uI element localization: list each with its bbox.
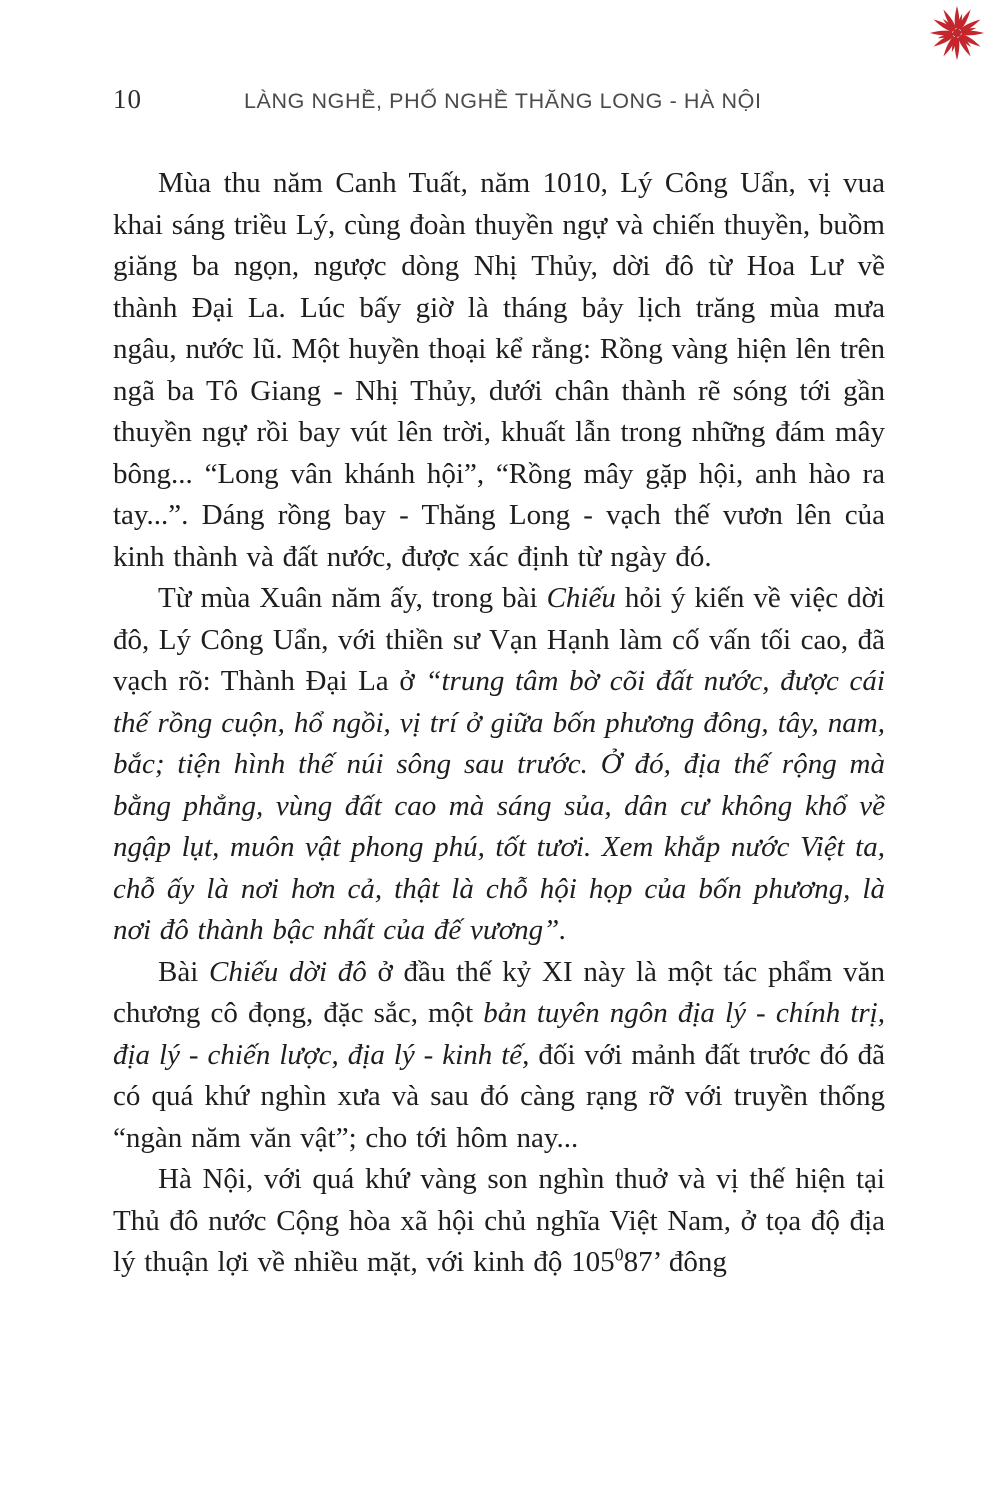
text-segment-normal: Mùa thu năm Canh Tuất, năm 1010, Lý Công Uẩn, vị vua khai sáng triều Lý, cùng đoàn thuyền ngự và chiến thuyền, buồm giăng ba ngọn, ngược dòng Nhị Thủy, dời đô từ Hoa Lư về thành Đại La. Lúc bấy giờ là tháng bảy lịch trăng mùa mưa ngâu, nước lũ. Một huyền thoại kể rằng: Rồng vàng hiện lên trên ngã ba Tô Giang - Nhị Thủy, dưới chân thành rẽ sóng tới gần thuyền ngự rồi bay vút lên trời, khuất lẫn trong những đám mây bông... “Long vân khánh hội”, “Rồng mây gặp hội, anh hào ra tay...”. Dáng rồng bay - Thăng Long - vạch thế vươn lên của kinh thành và đất nước, được xác định từ ngày đó. [113,167,885,573]
text-segment-italic: bản tuyên ngôn địa lý - chính trị, địa lý - chiến lược, địa lý - kinh tế, [113,997,885,1071]
paragraph [113,163,885,578]
text-segment-italic: “trung tâm bờ cõi đất nước, được cái thế rồng cuộn, hổ ngồi, vị trí ở giữa bốn phương đông, tây, nam, bắc; tiện hình thế núi sông sau trước. Ở đó, địa thế rộng mà bằng phẳng, vùng đất cao mà sáng sủa, dân cư không khổ về ngập lụt, muôn vật phong phú, tốt tươi. Xem khắp nước Việt ta, chỗ ấy là nơi hơn cả, thật là chỗ hội họp của bốn phương, là nơi đô thành bậc nhất của đế vương”. [113,665,885,946]
text-segment-normal: Từ mùa Xuân năm ấy, trong bài [158,582,547,614]
paragraph [113,1159,885,1284]
page-header [113,84,885,115]
running-title: LÀNG NGHỀ, PHỐ NGHỀ THĂNG LONG - HÀ NỘI [244,89,762,113]
text-segment-normal: ở đầu thế kỷ XI này là một tác phẩm văn chương cô đọng, đặc sắc, một [113,955,885,1029]
paragraph [113,578,885,952]
text-segment-normal: hỏi ý kiến về việc dời đô, Lý Công Uẩn, với thiền sư Vạn Hạnh làm cố vấn tối cao, đã vạch rõ: Thành Đại La ở [113,582,885,697]
text-segment-sup: 0 [614,1244,624,1265]
page-number: 10 [113,84,142,114]
text-segment-normal: Bài [158,955,209,988]
text-segment-normal: 87’ đông [623,1246,727,1278]
starburst-icon [928,4,986,62]
publisher-emblem [928,4,986,62]
page-body [113,163,885,1284]
text-segment-normal: đối với mảnh đất trước đó đã có quá khứ nghìn xưa và sau đó càng rạng rỡ với truyền thống “ngàn năm văn vật”; cho tới hôm nay... [113,1038,885,1154]
paragraph [113,952,885,1160]
text-segment-italic: Chiếu dời đô [209,955,367,988]
text-segment-italic: Chiếu [546,582,616,614]
text-segment-normal: Hà Nội, với quá khứ vàng son nghìn thuở và vị thế hiện tại Thủ đô nước Cộng hòa xã hội chủ nghĩa Việt Nam, ở tọa độ địa lý thuận lợi về nhiều mặt, với kinh độ 105 [113,1163,885,1278]
